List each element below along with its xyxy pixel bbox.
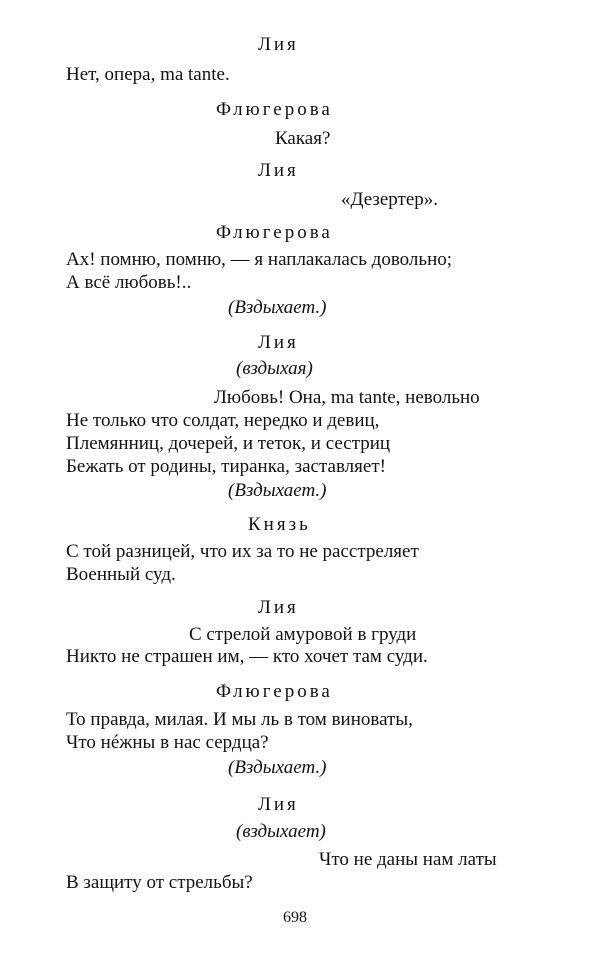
- speaker-name: Лия: [258, 597, 299, 618]
- stage-direction: (Вздыхает.): [228, 480, 327, 501]
- page-number: 698: [283, 909, 307, 926]
- verse-line: Какая?: [275, 128, 331, 149]
- verse-line: Что не даны нам латы: [319, 849, 497, 870]
- verse-line: Бежать от родины, тиранка, заставляет!: [66, 456, 386, 477]
- stage-direction: (Вздыхает.): [228, 297, 327, 318]
- verse-line: Любовь! Она, ma tante, невольно: [214, 387, 480, 408]
- verse-line: Нет, опера, ma tante.: [66, 64, 230, 85]
- stage-direction: (вздыхает): [236, 821, 326, 842]
- verse-line: Не только что солдат, нередко и девиц,: [66, 410, 380, 431]
- verse-line: С стрелой амуровой в груди: [189, 624, 417, 645]
- speaker-name: Лия: [258, 160, 299, 181]
- speaker-name: Лия: [258, 34, 299, 55]
- verse-line: С той разницей, что их за то не расстреляет: [66, 541, 419, 562]
- speaker-name: Флюгерова: [216, 99, 333, 120]
- verse-line: Никто не страшен им, — кто хочет там суди.: [66, 646, 428, 667]
- verse-line: Племянниц, дочерей, и теток, и сестриц: [66, 433, 391, 454]
- verse-line: Военный суд.: [66, 564, 176, 585]
- speaker-name: Флюгерова: [216, 681, 333, 702]
- verse-line: То правда, милая. И мы ль в том виноваты,: [66, 709, 413, 730]
- speaker-name: Князь: [248, 514, 311, 535]
- verse-line: «Дезертер».: [341, 189, 439, 210]
- speaker-name: Флюгерова: [216, 222, 333, 243]
- verse-line: Что нéжны в нас сердца?: [66, 732, 269, 753]
- verse-line: А всё любовь!..: [66, 272, 192, 293]
- speaker-name: Лия: [258, 332, 299, 353]
- verse-line: Ах! помню, помню, — я наплакалась довольно;: [66, 249, 453, 270]
- verse-line: В защиту от стрельбы?: [66, 872, 253, 893]
- stage-direction: (вздыхая): [236, 358, 313, 379]
- stage-direction: (Вздыхает.): [228, 757, 327, 778]
- speaker-name: Лия: [258, 794, 299, 815]
